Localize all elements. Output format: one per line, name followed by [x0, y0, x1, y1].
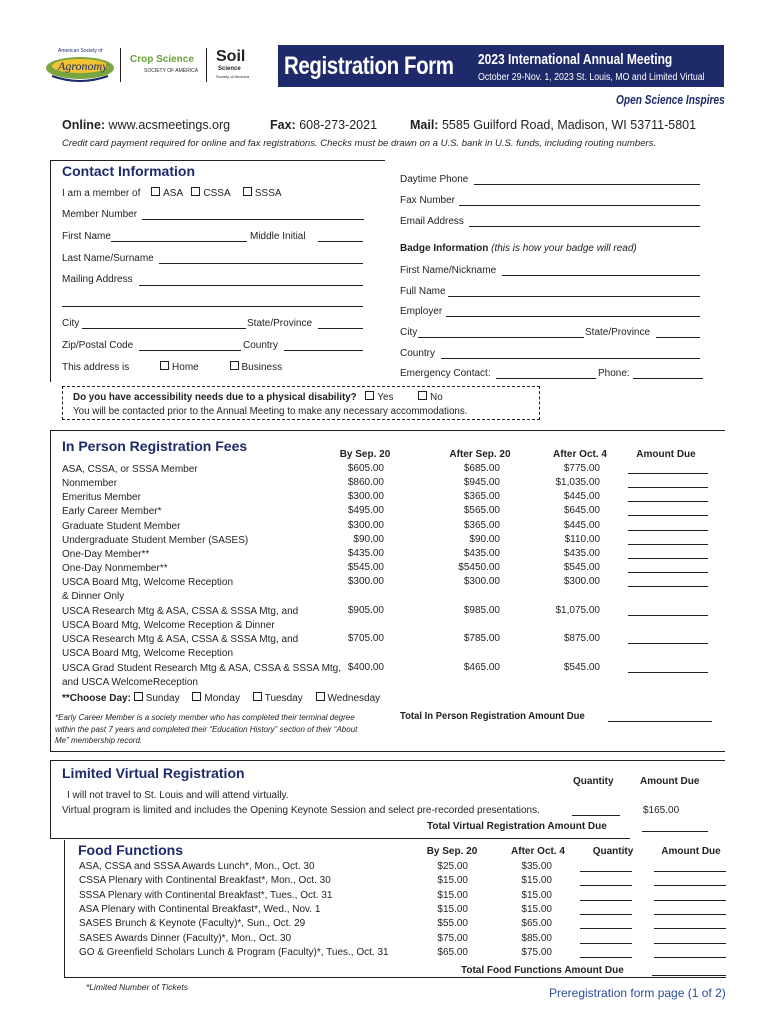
accessibility-no-checkbox[interactable]: [418, 391, 427, 400]
food-by-sep20: $65.00: [437, 946, 468, 958]
middle-initial-field[interactable]: [318, 241, 363, 242]
zip-label: Zip/Postal Code: [62, 340, 134, 351]
food-header-quantity: Quantity: [592, 846, 634, 857]
food-by-sep20: $55.00: [437, 918, 468, 930]
fee-amount-due-field[interactable]: [628, 672, 708, 673]
fee-amount-due-field[interactable]: [628, 515, 708, 516]
fee-after-sep20: $565.00: [463, 505, 500, 516]
fee-by-sep20: $435.00: [347, 548, 384, 559]
fee-after-oct4: $545.00: [563, 662, 600, 673]
fee-row-label: Undergraduate Student Member (SASES): [62, 535, 249, 546]
food-quantity-field[interactable]: [580, 885, 632, 886]
fee-after-oct4: $445.00: [563, 491, 600, 502]
food-total-label: Total Food Functions Amount Due: [461, 965, 624, 976]
fee-amount-due-field[interactable]: [628, 473, 708, 474]
food-header-amount: Amount Due: [661, 846, 721, 857]
sunday-label: Sunday: [145, 693, 180, 704]
food-by-sep20: $25.00: [437, 861, 468, 872]
food-header-oct4: After Oct. 4: [511, 846, 565, 857]
fee-by-sep20: $545.00: [347, 562, 384, 573]
emergency-field[interactable]: [496, 378, 596, 379]
mailing-address-field[interactable]: [139, 285, 363, 286]
payment-note: Credit card payment required for online and fax registrations. Checks must be drawn on a U.S. bank in U.S. funds, including routing numbers.: [62, 138, 657, 149]
food-after-oct4: $15.00: [521, 903, 552, 915]
food-quantity-field[interactable]: [580, 900, 632, 901]
fee-by-sep20: $300.00: [347, 576, 384, 587]
agronomy-logo-small: American Society of: [58, 48, 103, 54]
title-banner: [278, 45, 724, 87]
member-of-row: [62, 187, 282, 199]
early-career-footnote: *Early Career Member is a society member who has completed their terminal degree within the past 7 years and completed their “Education History” section of their “About Me” membership record.: [55, 713, 358, 745]
logo-divider: [120, 48, 121, 82]
wednesday-checkbox[interactable]: [316, 692, 325, 701]
fee-after-sep20: $685.00: [463, 463, 500, 474]
fee-row-label: USCA Board Mtg, Welcome Reception: [62, 577, 234, 588]
fee-by-sep20: $400.00: [347, 662, 384, 673]
page-number: Preregistration form page (1 of 2): [549, 986, 726, 1000]
logo-divider: [206, 48, 207, 82]
fee-row-label: One-Day Nonmember**: [62, 563, 168, 574]
mailing-address-field-2[interactable]: [62, 306, 363, 307]
food-row-label: SSSA Plenary with Continental Breakfast*, Tues., Oct. 31: [79, 889, 333, 901]
fee-row-label-cont: USCA Board Mtg, Welcome Reception & Dinner: [62, 620, 275, 631]
member-number-field[interactable]: [142, 219, 364, 220]
tagline: Open Science Inspires: [616, 92, 725, 107]
food-quantity-field[interactable]: [580, 914, 632, 915]
in-person-top-rule: [50, 430, 725, 431]
contact-title: Contact Information: [62, 163, 195, 179]
food-header-sep20: By Sep. 20: [426, 846, 478, 857]
fee-after-sep20: $985.00: [463, 605, 500, 616]
fee-after-oct4: $1,075.00: [555, 605, 600, 616]
online-label: Online:: [62, 118, 106, 132]
monday-label: Monday: [204, 693, 240, 704]
fee-after-sep20: $365.00: [463, 491, 500, 502]
city-field[interactable]: [82, 328, 246, 329]
monday-checkbox[interactable]: [192, 692, 201, 701]
middle-initial-label: Middle Initial: [250, 231, 306, 242]
fee-row-label-cont: & Dinner Only: [62, 591, 125, 602]
fax-number-field[interactable]: [459, 205, 700, 206]
fee-row-label: USCA Grad Student Research Mtg & ASA, CSSA & SSSA Mtg,: [62, 663, 342, 674]
soil-science-logo: [214, 48, 274, 82]
fee-after-oct4: $645.00: [563, 505, 600, 516]
food-amount-due-field[interactable]: [654, 943, 726, 944]
fee-amount-due-field[interactable]: [628, 530, 708, 531]
in-person-total-field[interactable]: [608, 721, 712, 722]
business-checkbox[interactable]: [230, 361, 239, 370]
mail-info: [410, 118, 696, 132]
fee-amount-due-field[interactable]: [628, 501, 708, 502]
in-person-header-sep20: By Sep. 20: [339, 449, 391, 460]
fee-by-sep20: $300.00: [347, 520, 384, 531]
virtual-quantity-field[interactable]: [572, 815, 620, 816]
city-label: City: [62, 318, 80, 329]
nickname-field[interactable]: [502, 275, 700, 276]
fee-after-sep20: $785.00: [463, 633, 500, 644]
business-label: Business: [241, 362, 283, 373]
agronomy-logo: [44, 46, 116, 86]
nickname-label: First Name/Nickname: [400, 265, 497, 276]
badge-state-field[interactable]: [656, 337, 700, 338]
last-name-label: Last Name/Surname: [62, 253, 154, 264]
fee-row-label-cont: and USCA WelcomeReception: [62, 677, 198, 688]
soil-logo-text: Soil: [216, 48, 246, 65]
country-field[interactable]: [284, 350, 363, 351]
mailing-address-label: Mailing Address: [62, 274, 133, 285]
virtual-total-label: Total Virtual Registration Amount Due: [427, 821, 607, 832]
food-amount-due-field[interactable]: [654, 914, 726, 915]
email-label: Email Address: [400, 216, 464, 227]
address-is-label: This address is: [62, 362, 130, 373]
online-url[interactable]: www.acsmeetings.org: [108, 118, 231, 132]
fee-after-sep20: $5450.00: [458, 562, 500, 573]
fee-amount-due-field[interactable]: [628, 572, 708, 573]
fee-by-sep20: $90.00: [353, 534, 384, 545]
fee-row-label: USCA Research Mtg & ASA, CSSA & SSSA Mtg, and: [62, 634, 299, 645]
food-by-sep20: $15.00: [437, 889, 468, 901]
fee-after-oct4: $875.00: [563, 633, 600, 644]
fee-amount-due-field[interactable]: [628, 643, 708, 644]
badge-state-label: State/Province: [585, 327, 651, 338]
crop-science-logo-text: Crop Science: [130, 54, 194, 65]
cssa-label: CSSA: [203, 188, 231, 199]
home-label: Home: [172, 362, 199, 373]
fax-info: [270, 118, 377, 132]
emergency-label: Emergency Contact:: [400, 368, 491, 379]
food-row-label: ASA, CSSA and SSSA Awards Lunch*, Mon., Oct. 30: [79, 861, 315, 872]
meeting-dates: October 29-Nov. 1, 2023 St. Louis, MO and Limited Virtual: [478, 72, 705, 83]
fee-after-oct4: $445.00: [563, 520, 600, 531]
state-field[interactable]: [318, 328, 363, 329]
in-person-total-label: Total In Person Registration Amount Due: [400, 711, 585, 722]
fee-row-label: Early Career Member*: [62, 506, 162, 517]
meeting-name: 2023 International Annual Meeting: [478, 51, 673, 68]
soil-logo-text-3: Society of America: [216, 74, 250, 79]
badge-info-heading: [400, 243, 637, 254]
food-title: Food Functions: [78, 842, 183, 858]
first-name-label: First Name: [62, 231, 111, 242]
food-by-sep20: $15.00: [437, 903, 468, 915]
crop-science-logo-sub: SOCIETY OF AMERICA: [144, 68, 199, 74]
food-quantity-field[interactable]: [580, 928, 632, 929]
form-title: Registration Form: [284, 52, 454, 80]
asa-checkbox[interactable]: [151, 187, 160, 196]
crop-science-logo: [126, 50, 198, 82]
fee-amount-due-field[interactable]: [628, 558, 708, 559]
member-number-label: Member Number: [62, 209, 138, 220]
full-name-label: Full Name: [400, 286, 446, 297]
fax-label: Fax:: [270, 118, 296, 132]
fee-by-sep20: $905.00: [347, 605, 384, 616]
country-label: Country: [243, 340, 279, 351]
choose-day-label: **Choose Day:: [62, 693, 131, 704]
virtual-line1: I will not travel to St. Louis and will attend virtually.: [67, 790, 289, 801]
food-after-oct4: $35.00: [521, 861, 552, 872]
address-type-row: [62, 361, 282, 373]
accessibility-question: [73, 391, 443, 403]
food-by-sep20: $15.00: [437, 875, 468, 887]
sssa-checkbox[interactable]: [243, 187, 252, 196]
food-row-label: ASA Plenary with Continental Breakfast*, Wed., Nov. 1: [79, 903, 321, 915]
fee-row-label: ASA, CSSA, or SSSA Member: [62, 464, 198, 475]
fee-after-sep20: $435.00: [463, 548, 500, 559]
soil-logo-text-2: Science: [218, 66, 241, 72]
asa-label: ASA: [163, 188, 183, 199]
fee-by-sep20: $495.00: [347, 505, 384, 516]
virtual-total-field[interactable]: [642, 831, 708, 832]
food-row-label: SASES Brunch & Keynote (Faculty)*, Sun., Oct. 29: [79, 918, 306, 930]
in-person-header-after-oct4: After Oct. 4: [553, 449, 607, 460]
fee-amount-due-field[interactable]: [628, 615, 708, 616]
virtual-price: $165.00: [643, 805, 680, 816]
fax-value: 608-273-2021: [299, 118, 378, 132]
virtual-line2: Virtual program is limited and includes the Opening Keynote Session and select pre-recorded presentations.: [62, 805, 540, 816]
fee-after-sep20: $90.00: [469, 534, 500, 545]
accessibility-yes-checkbox[interactable]: [365, 391, 374, 400]
zip-field[interactable]: [139, 350, 241, 351]
virtual-amount-header: Amount Due: [640, 776, 700, 787]
fee-after-sep20: $465.00: [463, 662, 500, 673]
fee-row-label: One-Day Member**: [62, 549, 150, 560]
food-amount-due-field[interactable]: [654, 900, 726, 901]
fee-after-oct4: $775.00: [563, 463, 600, 474]
employer-label: Employer: [400, 306, 443, 317]
email-field[interactable]: [469, 226, 700, 227]
food-amount-due-field[interactable]: [654, 885, 726, 886]
in-person-header-after-sep20: After Sep. 20: [449, 449, 511, 460]
fee-after-oct4: $1,035.00: [555, 477, 600, 488]
virtual-title: Limited Virtual Registration: [62, 765, 245, 781]
mail-label: Mail:: [410, 118, 439, 132]
fax-number-label: Fax Number: [400, 195, 456, 206]
fee-by-sep20: $705.00: [347, 633, 384, 644]
fee-by-sep20: $605.00: [347, 463, 384, 474]
fee-after-sep20: $365.00: [463, 520, 500, 531]
fee-by-sep20: $300.00: [347, 491, 384, 502]
emergency-phone-field[interactable]: [633, 378, 703, 379]
food-quantity-field[interactable]: [580, 871, 632, 872]
member-of-label: I am a member of: [62, 188, 141, 199]
badge-country-label: Country: [400, 348, 436, 359]
food-row-label: GO & Greenfield Scholars Lunch & Program (Faculty)*, Tues., Oct. 31: [79, 946, 389, 958]
emergency-phone-label: Phone:: [598, 368, 630, 379]
sunday-checkbox[interactable]: [134, 692, 143, 701]
food-row-label: CSSA Plenary with Continental Breakfast*, Mon., Oct. 30: [79, 875, 331, 887]
fee-amount-due-field[interactable]: [628, 487, 708, 488]
fee-row-label: Graduate Student Member: [62, 521, 181, 532]
fee-amount-due-field[interactable]: [628, 586, 708, 587]
food-row-label: SASES Awards Dinner (Faculty)*, Mon., Oct. 30: [79, 932, 292, 944]
virtual-box-bottom: [50, 838, 630, 839]
badge-city-label: City: [400, 327, 418, 338]
full-name-field[interactable]: [448, 296, 700, 297]
daytime-phone-label: Daytime Phone: [400, 174, 469, 185]
submission-methods: [62, 118, 230, 132]
food-amount-due-field[interactable]: [654, 928, 726, 929]
badge-note: (this is how your badge will read): [491, 243, 637, 254]
fee-by-sep20: $860.00: [347, 477, 384, 488]
fee-after-sep20: $300.00: [463, 576, 500, 587]
yes-label: Yes: [377, 392, 394, 403]
home-checkbox[interactable]: [160, 361, 169, 370]
fee-row-label: USCA Research Mtg & ASA, CSSA & SSSA Mtg, and: [62, 606, 299, 617]
fee-after-oct4: $435.00: [563, 548, 600, 559]
in-person-title: In Person Registration Fees: [62, 438, 248, 454]
fee-after-oct4: $110.00: [564, 534, 600, 545]
badge-city-field[interactable]: [418, 337, 584, 338]
no-label: No: [430, 392, 443, 403]
tuesday-label: Tuesday: [264, 693, 303, 704]
food-amount-due-field[interactable]: [654, 871, 726, 872]
food-after-oct4: $85.00: [521, 932, 552, 944]
last-name-field[interactable]: [159, 263, 363, 264]
food-after-oct4: $15.00: [521, 889, 552, 901]
mail-value: 5585 Guilford Road, Madison, WI 53711-5801: [441, 118, 697, 132]
first-name-field[interactable]: [111, 241, 247, 242]
food-quantity-field[interactable]: [580, 957, 632, 958]
fee-row-label-cont: USCA Board Mtg, Welcome Reception: [62, 648, 234, 659]
choose-day-row: [62, 692, 380, 704]
fee-after-oct4: $545.00: [563, 562, 600, 573]
accessibility-question-text: Do you have accessibility needs due to a physical disability?: [73, 392, 357, 403]
badge-title: Badge Information: [400, 243, 489, 254]
sssa-label: SSSA: [254, 188, 282, 199]
tuesday-checkbox[interactable]: [253, 692, 262, 701]
agronomy-logo-text: Agronomy: [58, 59, 108, 73]
badge-country-field[interactable]: [441, 358, 700, 359]
virtual-quantity-header: Quantity: [573, 776, 614, 787]
fee-row-label: Emeritus Member: [62, 492, 141, 503]
accessibility-note: You will be contacted prior to the Annual Meeting to make any necessary accommodations.: [73, 406, 468, 417]
daytime-phone-field[interactable]: [474, 184, 700, 185]
state-label: State/Province: [247, 318, 313, 329]
wednesday-label: Wednesday: [327, 693, 381, 704]
food-after-oct4: $65.00: [521, 918, 552, 930]
fee-after-oct4: $300.00: [563, 576, 600, 587]
fee-after-sep20: $945.00: [463, 477, 500, 488]
fee-amount-due-field[interactable]: [628, 544, 708, 545]
food-quantity-field[interactable]: [580, 943, 632, 944]
food-total-field[interactable]: [652, 975, 726, 976]
food-by-sep20: $75.00: [437, 932, 468, 944]
cssa-checkbox[interactable]: [191, 187, 200, 196]
employer-field[interactable]: [446, 316, 700, 317]
in-person-header-amount: Amount Due: [636, 449, 696, 460]
food-after-oct4: $75.00: [521, 946, 552, 958]
fee-row-label: Nonmember: [62, 478, 118, 489]
tickets-footnote: *Limited Number of Tickets: [86, 982, 188, 992]
food-after-oct4: $15.00: [521, 875, 552, 887]
food-amount-due-field[interactable]: [654, 957, 726, 958]
